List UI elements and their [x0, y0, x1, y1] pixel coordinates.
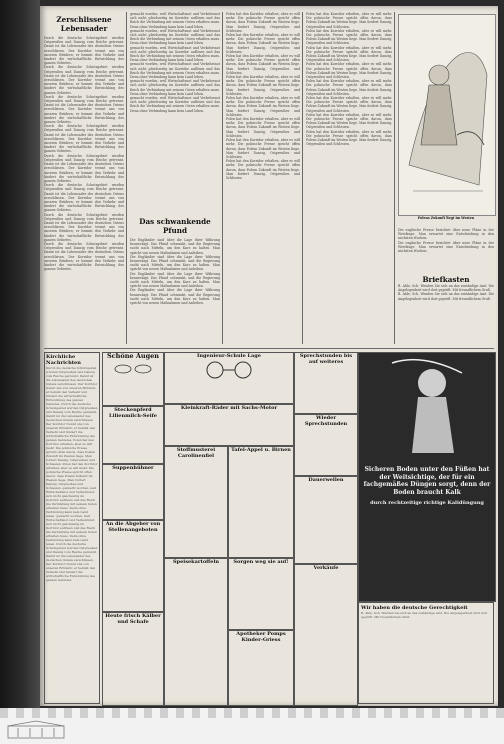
ad-tierrad [164, 404, 294, 446]
column-2-text-3: gemacht worden, weil Wirtschaftsnot und Verkehrsnot sich nicht gleichzeitig im Korridor auflösen und das Reich die Verbindung mit seinem Osten erhalten muss. Denn ohne Verbindung kann kein Land leben. [130, 45, 220, 63]
ad-kirchliche-text [46, 366, 98, 582]
ad-kirchliche-body-4: Polen hat den Korridor erhalten, aber es will mehr. Die polnische Presse spricht offen davon, dass Polens Zukunft im Westen liege. Man fordert Danzig, Ostpreußen und Schlesien. [46, 462, 98, 490]
briefkasten-body-2: B. Ahle, Sch. Wenden Sie sich an das zuständige Amt. Die Angelegenheit wird dort geprüft. Mit freundlichem Gruß. [398, 292, 494, 301]
ad-kirchliche-body-2: Durch die deutsche Schutzgebiet wurden Ostpreußen und Danzig vom Reiche getrennt. Damit ist die Lebensader des deutschen Ostens zerschlissen. Der Korridor trennt uns von unseren Brüdern; er hemmt den Verkehr und hindert die wirtschaftliche Entwicklung des ganzen Gebietes. [46, 402, 98, 442]
column-3-text: Polen hat den Korridor erhalten, aber es will mehr. Die polnische Presse spricht offen davon, dass Polens Zukunft im Westen liege. Man fordert Danzig, Ostpreußen und Schlesien. [226, 12, 300, 33]
ad-kirchliche [44, 352, 100, 704]
column-4-text-4: Polen hat den Korridor erhalten, aber es will mehr. Die polnische Presse spricht offen davon, dass Polens Zukunft im Westen liege. Man fordert Danzig, Ostpreußen und Schlesien. [306, 62, 392, 80]
ad-kirchliche-title: Kirchliche Nachrichten [46, 354, 81, 366]
briefkasten-body: B. Ahle, Sch. Wenden Sie sich an das zuständige Amt. Die Angelegenheit wird dort geprüft. Mit freundlichem Gruß. [398, 284, 494, 293]
political-cartoon [398, 14, 496, 216]
ad-kirchliche-body-7: Durch die deutsche Schutzgebiet wurden Ostpreußen und Danzig vom Reiche getrennt. Damit ist die Lebensader des deutschen Ostens zerschlissen. Der Korridor trennt uns von unseren Brüdern; er hemmt den Verkehr und hindert die wirtschaftliche Entwicklung des ganzen Gebietes. [46, 542, 98, 582]
column-3-text-6: Polen hat den Korridor erhalten, aber es will mehr. Die polnische Presse spricht offen davon, dass Polens Zukunft im Westen liege. Man fordert Danzig, Ostpreußen und Schlesien. [226, 117, 300, 138]
ad-deutsche [358, 602, 494, 704]
column-rule [302, 12, 303, 344]
cartoon-drawing [399, 15, 495, 215]
column-3 [226, 12, 300, 350]
column-1-text-4: Durch die deutsche Schutzgebiet wurden Ostpreußen und Danzig vom Reiche getrennt. Damit ist die Lebensader des deutschen Ostens zerschlissen. Der Korridor trennt uns von unseren Brüdern; er hemmt den Verkehr und hindert die wirtschaftliche Entwicklung des ganzen Gebietes. [44, 124, 124, 154]
briefkasten-title: Briefkasten [422, 275, 470, 284]
ad-stoffe-title: Stoffmusterei Carolinenfiel [176, 447, 216, 459]
newspaper-page [40, 6, 498, 706]
column-2b-text-3: Die Engländer sind über die Lage ihrer Währung beunruhigt. Das Pfund schwankt, und die Regierung sucht nach Mitteln, um den Kurs zu halten. Man spricht von neuen Maßnahmen und Anleihen. [130, 271, 220, 289]
ad-stoffe [164, 446, 228, 558]
column-1-text-2: Durch die deutsche Schutzgebiet wurden Ostpreußen und Danzig vom Reiche getrennt. Damit ist die Lebensader des deutschen Ostens zerschlissen. Der Korridor trennt uns von unseren Brüdern; er hemmt den Verkehr und hindert die wirtschaftliche Entwicklung des ganzen Gebietes. [44, 65, 124, 95]
column-3-text-4: Polen hat den Korridor erhalten, aber es will mehr. Die polnische Presse spricht offen davon, dass Polens Zukunft im Westen liege. Man fordert Danzig, Ostpreußen und Schlesien. [226, 75, 300, 96]
article-title-korridor: Zerschlissene Lebensader [56, 15, 112, 33]
column-2-text: gemacht worden, weil Wirtschaftsnot und Verkehrsnot sich nicht gleichzeitig im Korridor auflösen und das Reich die Verbindung mit seinem Osten erhalten muss. Denn ohne Verbindung kann kein Land leben. [130, 12, 220, 29]
column-2b-text-2: Die Engländer sind über die Lage ihrer Währung beunruhigt. Das Pfund schwankt, und die Regierung sucht nach Mitteln, um den Kurs zu halten. Man spricht von neuen Maßnahmen und Anleihen. [130, 254, 220, 272]
column-1-text-5: Durch die deutsche Schutzgebiet wurden Ostpreußen und Danzig vom Reiche getrennt. Damit ist die Lebensader des deutschen Ostens zerschlissen. Der Korridor trennt uns von unseren Brüdern; er hemmt den Verkehr und hindert die wirtschaftliche Entwicklung des ganzen Gebietes. [44, 153, 124, 183]
ad-tierrad-title: Kleinkraft-Räder mit Sachs-Motor [180, 405, 278, 411]
column-3-text-8: Polen hat den Korridor erhalten, aber es will mehr. Die polnische Presse spricht offen davon, dass Polens Zukunft im Westen liege. Man fordert Danzig, Ostpreußen und Schlesien. [226, 159, 300, 180]
column-5 [398, 228, 494, 270]
ad-heute-title: Heute frisch Kälber und Schafe [105, 613, 161, 625]
ad-suppen-title: Suppenhühner [112, 465, 154, 471]
eye-icon [113, 361, 153, 377]
cartoon-caption-text: Polens Zukunft liegt im Westen [417, 216, 475, 220]
ad-kartoffeln [164, 558, 228, 706]
ad-verkaeufe [294, 564, 358, 706]
ad-kali-headline: Sicheren Boden unter den Füßen hat der Weitsichtige, der für ein fachgemäßes Düngen sorgt, denn der Boden braucht Kalk [363, 466, 491, 496]
ad-deutsche-text: B. Ahle, Sch. Wenden Sie sich an das zuständige Amt. Die Angelegenheit wird dort geprüft. Mit freundlichem Gruß. [361, 611, 488, 619]
ad-kirchliche-body-5: gemacht worden, weil Wirtschaftsnot und Verkehrsnot sich nicht gleichzeitig im Korridor auflösen und das Reich die Verbindung mit seinem Osten erhalten muss. Denn ohne Verbindung kann kein Land leben. [46, 486, 97, 518]
column-2b-text: Die Engländer sind über die Lage ihrer Währung beunruhigt. Das Pfund schwankt, und die Regierung sucht nach Mitteln, um den Kurs zu halten. Man spricht von neuen Maßnahmen und Anleihen. [130, 238, 220, 255]
book-spine [0, 0, 40, 744]
ad-sorgen [228, 558, 294, 630]
column-1 [44, 12, 124, 350]
ad-ingenieur [164, 352, 294, 404]
ad-kartoffeln-title: Speisekartoffeln [173, 559, 219, 565]
column-4-text-8: Polen hat den Korridor erhalten, aber es will mehr. Die polnische Presse spricht offen davon, dass Polens Zukunft im Westen liege. Man fordert Danzig, Ostpreußen und Schlesien. [306, 129, 392, 147]
ad-kaffee [228, 446, 294, 558]
column-4-text: Polen hat den Korridor erhalten, aber es will mehr. Die polnische Presse spricht offen davon, dass Polens Zukunft im Westen liege. Man fordert Danzig, Ostpreußen und Schlesien. [306, 12, 392, 29]
ad-deutsche-title: Wir haben die deutsche Gerechtigkeit [361, 605, 468, 611]
column-2-text-6: gemacht worden, weil Wirtschaftsnot und Verkehrsnot sich nicht gleichzeitig im Korridor auflösen und das Reich die Verbindung mit seinem Osten erhalten muss. Denn ohne Verbindung kann kein Land leben. [130, 96, 220, 113]
column-1-text-3: Durch die deutsche Schutzgebiet wurden Ostpreußen und Danzig vom Reiche getrennt. Damit ist die Lebensader des deutschen Ostens zerschlissen. Der Korridor trennt uns von unseren Brüdern; er hemmt den Verkehr und hindert die wirtschaftliche Entwicklung des ganzen Gebietes. [44, 94, 124, 125]
ad-wohnung-title: An die Abgeber von Stellenangeboten [105, 521, 161, 533]
column-2-text-2: gemacht worden, weil Wirtschaftsnot und Verkehrsnot sich nicht gleichzeitig im Korridor auflösen und das Reich die Verbindung mit seinem Osten erhalten muss. Denn ohne Verbindung kann kein Land leben. [130, 28, 220, 46]
ad-suppen [102, 464, 164, 520]
ad-kirchliche-body: Durch die deutsche Schutzgebiet wurden Ostpreußen und Danzig vom Reiche getrennt. Damit ist die Lebensader des deutschen Ostens zerschlissen. Der Korridor trennt uns von unseren Brüdern; er hemmt den Verkehr und hindert die wirtschaftliche Entwicklung des ganzen Gebietes. [46, 366, 98, 406]
column-1-text-8: Durch die deutsche Schutzgebiet wurden Ostpreußen und Danzig vom Reiche getrennt. Damit ist die Lebensader des deutschen Ostens zerschlissen. Der Korridor trennt uns von unseren Brüdern; er hemmt den Verkehr und hindert die wirtschaftliche Entwicklung des ganzen Gebietes. [44, 241, 124, 272]
column-4-text-2: Polen hat den Korridor erhalten, aber es will mehr. Die polnische Presse spricht offen davon, dass Polens Zukunft im Westen liege. Man fordert Danzig, Ostpreußen und Schlesien. [306, 28, 392, 46]
ad-dauer [294, 476, 358, 564]
column-3-text-5: Polen hat den Korridor erhalten, aber es will mehr. Die polnische Presse spricht offen davon, dass Polens Zukunft im Westen liege. Man fordert Danzig, Ostpreußen und Schlesien. [226, 96, 300, 117]
ad-sprechstunde [294, 352, 358, 414]
cartoon-caption [398, 216, 494, 226]
ad-apotheke [228, 630, 294, 706]
ad-steckenpferd-title: Steckenpferd Lilienmilch-Seife [109, 407, 157, 419]
column-3-text-3: Polen hat den Korridor erhalten, aber es will mehr. Die polnische Presse spricht offen davon, dass Polens Zukunft im Westen liege. Man fordert Danzig, Ostpreußen und Schlesien. [226, 54, 300, 75]
briefkasten-text [398, 284, 494, 344]
ad-sorgen-title: Sorgen weg sie auf! [233, 559, 289, 565]
column-4-text-3: Polen hat den Korridor erhalten, aber es will mehr. Die polnische Presse spricht offen davon, dass Polens Zukunft im Westen liege. Man fordert Danzig, Ostpreußen und Schlesien. [306, 45, 392, 63]
ad-kaffee-title: Tafel-Appel u. Birnen [231, 447, 291, 453]
column-1-text-7: Durch die deutsche Schutzgebiet wurden Ostpreußen und Danzig vom Reiche getrennt. Damit ist die Lebensader des deutschen Ostens zerschlissen. Der Korridor trennt uns von unseren Brüdern; er hemmt den Verkehr und hindert die wirtschaftliche Entwicklung des ganzen Gebietes. [44, 212, 124, 242]
ad-kali-tagline: durch rechtzeitige richtige Kalidüngung [370, 500, 484, 506]
ad-schoene-augen-title: Schöne Augen [106, 352, 159, 360]
ad-steckenpferd [102, 406, 164, 464]
column-2-text-5: gemacht worden, weil Wirtschaftsnot und Verkehrsnot sich nicht gleichzeitig im Korridor auflösen und das Reich die Verbindung mit seinem Osten erhalten muss. Denn ohne Verbindung kann kein Land leben. [130, 79, 220, 96]
glasses-icon [199, 359, 259, 381]
column-5-text: Die englische Presse berichtet über neue Pläne in der Westfrage. Man erwartet eine Entscheidung in den nächsten Wochen. [398, 228, 494, 241]
column-2-text-4: gemacht worden, weil Wirtschaftsnot und Verkehrsnot sich nicht gleichzeitig im Korridor auflösen und das Reich die Verbindung mit seinem Osten erhalten muss. Denn ohne Verbindung kann kein Land leben. [130, 62, 220, 80]
ad-kirchliche-body-3: Polen hat den Korridor erhalten, aber es will mehr. Die polnische Presse spricht offen davon, dass Polens Zukunft im Westen liege. Man fordert Danzig, Ostpreußen und Schlesien. [46, 438, 95, 466]
column-rule [126, 12, 127, 344]
ad-wieder [294, 414, 358, 476]
column-1-text: Durch die deutsche Schutzgebiet wurden Ostpreußen und Danzig vom Reiche getrennt. Damit ist die Lebensader des deutschen Ostens zerschlissen. Der Korridor trennt uns von unseren Brüdern; er hemmt den Verkehr und hindert die wirtschaftliche Entwicklung des ganzen Gebietes. [44, 36, 124, 66]
ad-kirchliche-body-6: gemacht worden, weil Wirtschaftsnot und Verkehrsnot sich nicht gleichzeitig im Korridor auflösen und das Reich die Verbindung mit seinem Osten erhalten muss. Denn ohne Verbindung kann kein Land leben. [46, 514, 97, 546]
column-2b [130, 214, 220, 344]
ad-kali [358, 352, 496, 602]
ad-wieder-title: Wieder Sprechstunden [304, 415, 348, 427]
ad-sprechstunde-title: Sprechstunden bis auf weiteres [299, 353, 353, 365]
ad-ingenieur-title: Ingenieur-Schule Lage [197, 353, 261, 359]
column-1-text-6: Durch die deutsche Schutzgebiet wurden Ostpreußen und Danzig vom Reiche getrennt. Damit ist die Lebensader des deutschen Ostens zerschlissen. Der Korridor trennt uns von unseren Brüdern; er hemmt den Verkehr und hindert die wirtschaftliche Entwicklung des ganzen Gebietes. [44, 183, 124, 213]
column-5-text-2: Die englische Presse berichtet über neue Pläne in der Westfrage. Man erwartet eine Entscheidung in den nächsten Wochen. [398, 240, 494, 254]
column-4-text-7: Polen hat den Korridor erhalten, aber es will mehr. Die polnische Presse spricht offen davon, dass Polens Zukunft im Westen liege. Man fordert Danzig, Ostpreußen und Schlesien. [306, 112, 392, 130]
section-divider [44, 348, 494, 349]
farmer-illustration [362, 353, 492, 463]
scanner-footer [0, 708, 504, 744]
ad-dauer-title: Dauerwellen [308, 477, 344, 483]
ad-apotheke-title: Apotheker Pomps Kinder-Griess [236, 631, 286, 643]
column-4-text-5: Polen hat den Korridor erhalten, aber es will mehr. Die polnische Presse spricht offen davon, dass Polens Zukunft im Westen liege. Man fordert Danzig, Ostpreußen und Schlesien. [306, 79, 392, 96]
column-4 [306, 12, 392, 350]
column-rule [394, 12, 395, 344]
ad-schoene-augen [102, 352, 164, 406]
ad-verkaeufe-title: Verkäufe [313, 565, 339, 571]
ad-wohnung [102, 520, 164, 612]
column-2 [130, 12, 220, 212]
column-3-text-7: Polen hat den Korridor erhalten, aber es will mehr. Die polnische Presse spricht offen davon, dass Polens Zukunft im Westen liege. Man fordert Danzig, Ostpreußen und Schlesien. [226, 138, 300, 159]
article-title-pfund: Das schwankende Pfund [139, 217, 211, 235]
column-2b-text-4: Die Engländer sind über die Lage ihrer Währung beunruhigt. Das Pfund schwankt, und die Regierung sucht nach Mitteln, um den Kurs zu halten. Man spricht von neuen Maßnahmen und Anleihen. [130, 288, 220, 306]
column-3-text-2: Polen hat den Korridor erhalten, aber es will mehr. Die polnische Presse spricht offen davon, dass Polens Zukunft im Westen liege. Man fordert Danzig, Ostpreußen und Schlesien. [226, 33, 300, 54]
ad-heute [102, 612, 164, 706]
column-4-text-6: Polen hat den Korridor erhalten, aber es will mehr. Die polnische Presse spricht offen davon, dass Polens Zukunft im Westen liege. Man fordert Danzig, Ostpreußen und Schlesien. [306, 96, 392, 113]
column-rule [222, 12, 223, 344]
scale-ruler [0, 708, 504, 718]
library-logo-icon [6, 720, 66, 740]
